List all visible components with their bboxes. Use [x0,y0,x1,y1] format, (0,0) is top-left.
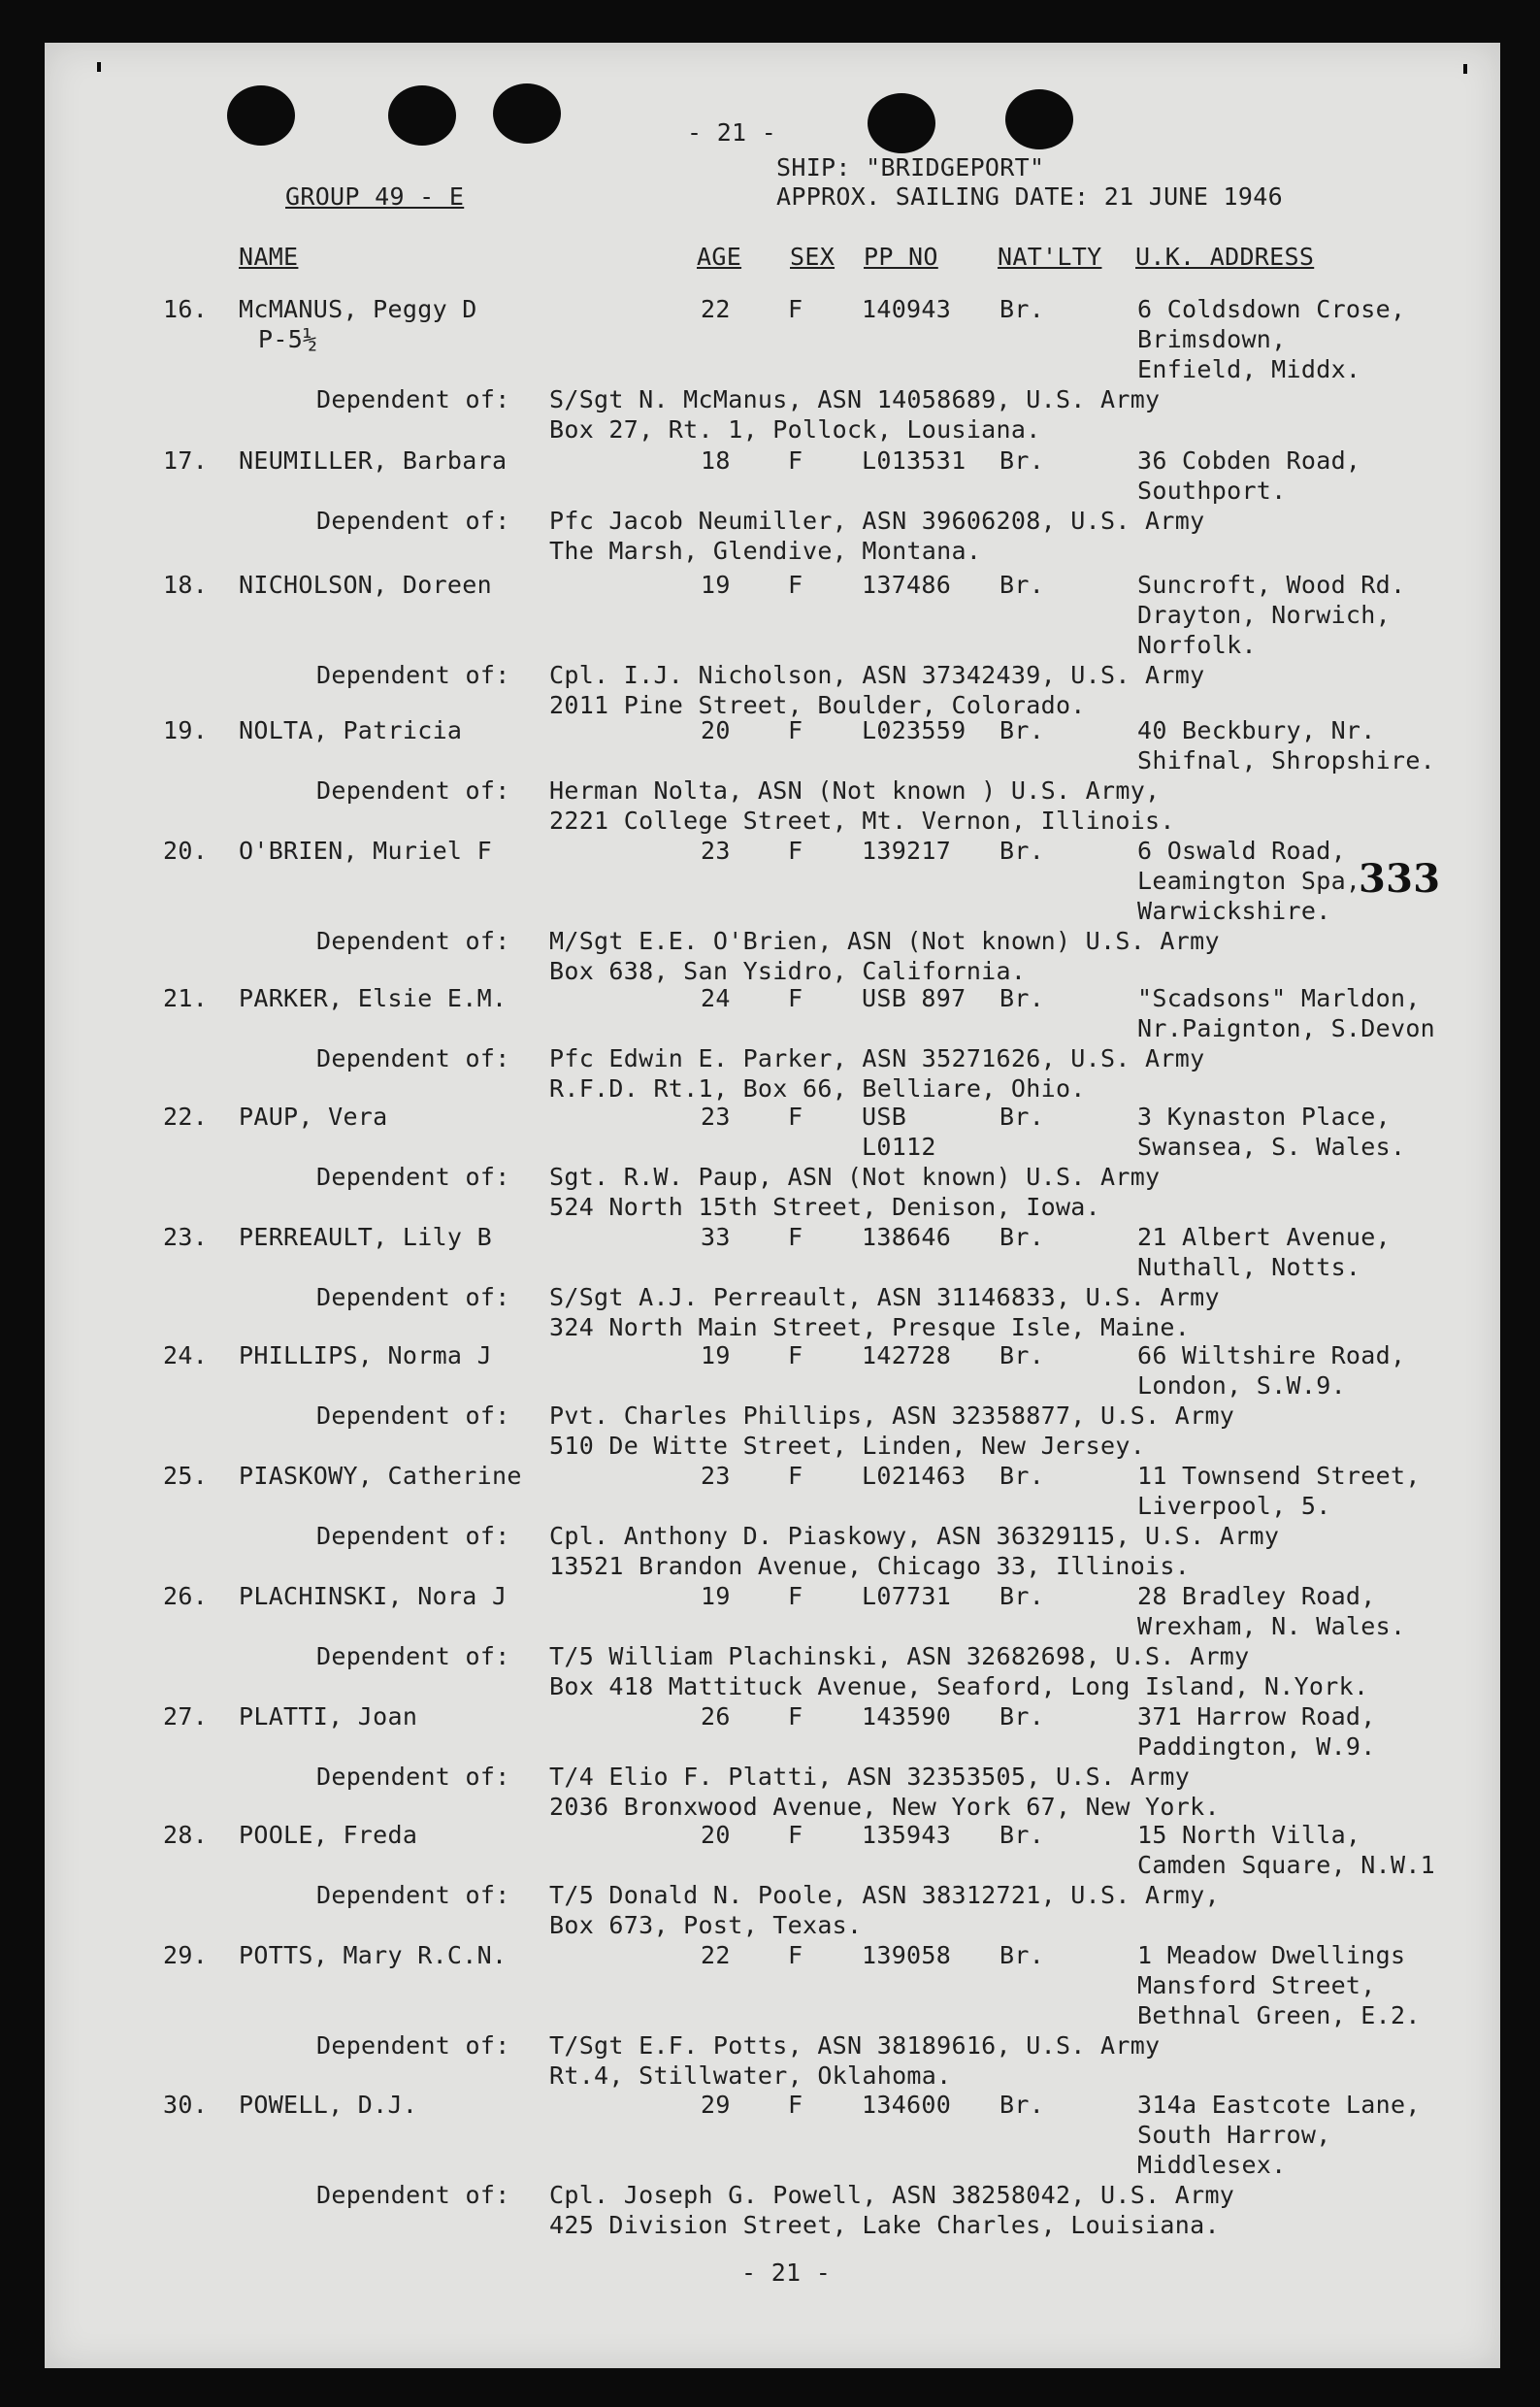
entry-passport: 143590 [862,1702,952,1731]
entry-address-line: Middlesex. [1137,2151,1287,2179]
entry-number: 23. [163,1223,209,1251]
sponsor-line: Box 418 Mattituck Avenue, Seaford, Long Island, N.York. [549,1672,1369,1700]
sponsor-line: R.F.D. Rt.1, Box 66, Belliare, Ohio. [549,1074,1086,1103]
entry-name: NEUMILLER, Barbara [239,446,508,475]
entry-address-line: Norfolk. [1137,631,1257,659]
entry-sex: F [788,1462,803,1490]
entry-age: 18 [701,446,731,475]
entry-address-line: Leamington Spa, [1137,867,1361,895]
entry-address-line: 66 Wiltshire Road, [1137,1341,1406,1369]
entry-sex: F [788,1582,803,1610]
entry-nationality: Br. [999,1582,1045,1610]
sponsor-line: 524 North 15th Street, Denison, Iowa. [549,1193,1100,1221]
entry-sex: F [788,984,803,1012]
sponsor-line: 510 De Witte Street, Linden, New Jersey. [549,1432,1146,1460]
entry-age: 24 [701,984,731,1012]
sponsor-line: 324 North Main Street, Presque Isle, Maine. [549,1313,1191,1341]
entry-address-line: 40 Beckbury, Nr. [1137,716,1376,744]
punch-hole [1005,89,1073,149]
dependent-label: Dependent of: [316,1283,510,1311]
entry-nationality: Br. [999,446,1045,475]
entry-address-line: Enfield, Middx. [1137,355,1361,383]
entry-address-line: Shifnal, Shropshire. [1137,746,1436,775]
dependent-label: Dependent of: [316,1163,510,1191]
entry-number: 28. [163,1821,209,1849]
entry-age: 19 [701,1582,731,1610]
entry-nationality: Br. [999,295,1045,323]
entry-age: 20 [701,716,731,744]
entry-sex: F [788,1941,803,1969]
entry-nationality: Br. [999,1941,1045,1969]
entry-sex: F [788,2091,803,2119]
entry-nationality: Br. [999,2091,1045,2119]
entry-address-line: Southport. [1137,477,1287,505]
entry-number: 16. [163,295,209,323]
col-uk-address: U.K. ADDRESS [1135,243,1315,271]
entry-sex: F [788,1702,803,1731]
entry-number: 18. [163,571,209,599]
col-pp-no: PP NO [864,243,938,271]
entry-number: 22. [163,1103,209,1131]
entry-name: POWELL, D.J. [239,2091,418,2119]
entry-address-line: 371 Harrow Road, [1137,1702,1376,1731]
sponsor-line: Cpl. Joseph G. Powell, ASN 38258042, U.S. Army [549,2181,1235,2209]
entry-name: POTTS, Mary R.C.N. [239,1941,508,1969]
col-sex: SEX [790,243,836,271]
page-number-top: - 21 - [687,118,777,147]
entry-age: 19 [701,571,731,599]
entry-name: POOLE, Freda [239,1821,418,1849]
entry-age: 20 [701,1821,731,1849]
entry-nationality: Br. [999,1103,1045,1131]
entry-passport: L023559 [862,716,967,744]
entry-age: 29 [701,2091,731,2119]
entry-number: 25. [163,1462,209,1490]
entry-nationality: Br. [999,1341,1045,1369]
entry-passport: USB 897 [862,984,967,1012]
entry-passport: L021463 [862,1462,967,1490]
entry-name: PERREAULT, Lily B [239,1223,492,1251]
sponsor-line: The Marsh, Glendive, Montana. [549,537,982,565]
entry-nationality: Br. [999,571,1045,599]
col-age: AGE [697,243,742,271]
punch-hole [493,83,561,144]
sponsor-line: Pvt. Charles Phillips, ASN 32358877, U.S. Army [549,1401,1235,1430]
entry-address-line: 1 Meadow Dwellings [1137,1941,1406,1969]
entry-sex: F [788,571,803,599]
entry-address-line: 28 Bradley Road, [1137,1582,1376,1610]
dependent-label: Dependent of: [316,1522,510,1550]
entry-number: 19. [163,716,209,744]
entry-sex: F [788,1223,803,1251]
entry-name: PAUP, Vera [239,1103,388,1131]
dependent-label: Dependent of: [316,1044,510,1072]
dependent-label: Dependent of: [316,2181,510,2209]
page-number-bottom: - 21 - [741,2259,832,2287]
sponsor-line: Cpl. Anthony D. Piaskowy, ASN 36329115, U.S. Army [549,1522,1280,1550]
speck [1463,64,1467,74]
punch-hole [868,93,935,153]
entry-address-line: 11 Townsend Street, [1137,1462,1421,1490]
entry-name: PLACHINSKI, Nora J [239,1582,508,1610]
sponsor-line: 2036 Bronxwood Avenue, New York 67, New York. [549,1793,1220,1821]
entry-passport: USB [862,1103,907,1131]
entry-passport: 134600 [862,2091,952,2119]
group-label: GROUP 49 - E [285,182,465,211]
speck [97,62,101,72]
col-nationality: NAT'LTY [998,243,1102,271]
entry-passport: L013531 [862,446,967,475]
dependent-label: Dependent of: [316,2031,510,2060]
dependent-label: Dependent of: [316,1763,510,1791]
entry-address-line: "Scadsons" Marldon, [1137,984,1421,1012]
sponsor-line: 2221 College Street, Mt. Vernon, Illinois. [549,807,1175,835]
entry-passport: 142728 [862,1341,952,1369]
entry-age: 19 [701,1341,731,1369]
entry-sex: F [788,446,803,475]
entry-age: 22 [701,1941,731,1969]
entry-address-line: Paddington, W.9. [1137,1732,1376,1761]
entry-address-line: Wrexham, N. Wales. [1137,1612,1406,1640]
entry-nationality: Br. [999,1462,1045,1490]
dependent-label: Dependent of: [316,1881,510,1909]
entry-age: 22 [701,295,731,323]
stamp-number: 333 [1359,856,1441,902]
dependent-label: Dependent of: [316,1642,510,1670]
entry-name: McMANUS, Peggy D [239,295,477,323]
dependent-label: Dependent of: [316,927,510,955]
entry-nationality: Br. [999,984,1045,1012]
entry-age: 23 [701,837,731,865]
entry-address-line: Drayton, Norwich, [1137,601,1391,629]
sponsor-line: Box 673, Post, Texas. [549,1911,863,1939]
entry-number: 30. [163,2091,209,2119]
entry-name: PIASKOWY, Catherine [239,1462,522,1490]
entry-age: 26 [701,1702,731,1731]
entry-subtitle: P-5½ [258,325,318,353]
entry-sex: F [788,716,803,744]
entry-address-line: Bethnal Green, E.2. [1137,2001,1421,2029]
sponsor-line: 13521 Brandon Avenue, Chicago 33, Illinois. [549,1552,1191,1580]
ship-name: SHIP: "BRIDGEPORT" [776,153,1045,181]
sponsor-line: T/4 Elio F. Platti, ASN 32353505, U.S. Army [549,1763,1191,1791]
punch-hole [227,85,295,146]
sponsor-line: Sgt. R.W. Paup, ASN (Not known) U.S. Army [549,1163,1161,1191]
sponsor-line: T/Sgt E.F. Potts, ASN 38189616, U.S. Army [549,2031,1161,2060]
dependent-label: Dependent of: [316,1401,510,1430]
sponsor-line: Rt.4, Stillwater, Oklahoma. [549,2061,952,2090]
dependent-label: Dependent of: [316,507,510,535]
entry-passport: 139058 [862,1941,952,1969]
entry-number: 29. [163,1941,209,1969]
entry-number: 26. [163,1582,209,1610]
entry-name: NICHOLSON, Doreen [239,571,492,599]
entry-number: 27. [163,1702,209,1731]
sponsor-line: S/Sgt A.J. Perreault, ASN 31146833, U.S. Army [549,1283,1220,1311]
entry-nationality: Br. [999,716,1045,744]
entry-address-line: South Harrow, [1137,2121,1331,2149]
entry-number: 21. [163,984,209,1012]
entry-address-line: Nr.Paignton, S.Devon [1137,1014,1436,1042]
entry-address-line: Mansford Street, [1137,1971,1376,1999]
sponsor-line: T/5 Donald N. Poole, ASN 38312721, U.S. Army, [549,1881,1220,1909]
entry-passport-cont: L0112 [862,1133,936,1161]
entry-sex: F [788,295,803,323]
entry-passport: 138646 [862,1223,952,1251]
entry-address-line: Nuthall, Notts. [1137,1253,1361,1281]
entry-name: PLATTI, Joan [239,1702,418,1731]
entry-address-line: Warwickshire. [1137,897,1331,925]
entry-address-line: 21 Albert Avenue, [1137,1223,1391,1251]
entry-nationality: Br. [999,1223,1045,1251]
entry-nationality: Br. [999,837,1045,865]
entry-passport: 140943 [862,295,952,323]
entry-address-line: 6 Coldsdown Crose, [1137,295,1406,323]
entry-sex: F [788,1103,803,1131]
dependent-label: Dependent of: [316,776,510,805]
entry-sex: F [788,1341,803,1369]
punch-hole [388,85,456,146]
sponsor-line: Cpl. I.J. Nicholson, ASN 37342439, U.S. Army [549,661,1205,689]
entry-name: PHILLIPS, Norma J [239,1341,492,1369]
entry-number: 24. [163,1341,209,1369]
entry-address-line: 36 Cobden Road, [1137,446,1361,475]
entry-number: 17. [163,446,209,475]
entry-passport: 135943 [862,1821,952,1849]
entry-passport: 139217 [862,837,952,865]
sponsor-line: M/Sgt E.E. O'Brien, ASN (Not known) U.S. Army [549,927,1220,955]
entry-sex: F [788,1821,803,1849]
entry-age: 23 [701,1103,731,1131]
entry-address-line: 15 North Villa, [1137,1821,1361,1849]
sponsor-line: T/5 William Plachinski, ASN 32682698, U.S. Army [549,1642,1250,1670]
sponsor-line: Box 27, Rt. 1, Pollock, Lousiana. [549,415,1041,444]
entry-sex: F [788,837,803,865]
sponsor-line: S/Sgt N. McManus, ASN 14058689, U.S. Army [549,385,1161,413]
sponsor-line: Pfc Edwin E. Parker, ASN 35271626, U.S. Army [549,1044,1205,1072]
entry-nationality: Br. [999,1702,1045,1731]
entry-address-line: 6 Oswald Road, [1137,837,1346,865]
sponsor-line: Pfc Jacob Neumiller, ASN 39606208, U.S. Army [549,507,1205,535]
entry-passport: 137486 [862,571,952,599]
entry-number: 20. [163,837,209,865]
entry-address-line: Camden Square, N.W.1 [1137,1851,1436,1879]
entry-age: 23 [701,1462,731,1490]
entry-address-line: 314a Eastcote Lane, [1137,2091,1421,2119]
sponsor-line: 425 Division Street, Lake Charles, Louisiana. [549,2211,1220,2239]
entry-address-line: London, S.W.9. [1137,1371,1346,1400]
entry-name: O'BRIEN, Muriel F [239,837,492,865]
sailing-date: APPROX. SAILING DATE: 21 JUNE 1946 [776,182,1283,211]
entry-name: PARKER, Elsie E.M. [239,984,508,1012]
entry-passport: L07731 [862,1582,952,1610]
dependent-label: Dependent of: [316,385,510,413]
dependent-label: Dependent of: [316,661,510,689]
sponsor-line: Herman Nolta, ASN (Not known ) U.S. Army, [549,776,1161,805]
entry-name: NOLTA, Patricia [239,716,463,744]
entry-address-line: Brimsdown, [1137,325,1287,353]
entry-address-line: 3 Kynaston Place, [1137,1103,1391,1131]
entry-nationality: Br. [999,1821,1045,1849]
sponsor-line: Box 638, San Ysidro, California. [549,957,1027,985]
entry-address-line: Swansea, S. Wales. [1137,1133,1406,1161]
entry-address-line: Suncroft, Wood Rd. [1137,571,1406,599]
col-name: NAME [239,243,299,271]
sponsor-line: 2011 Pine Street, Boulder, Colorado. [549,691,1086,719]
entry-age: 33 [701,1223,731,1251]
entry-address-line: Liverpool, 5. [1137,1492,1331,1520]
